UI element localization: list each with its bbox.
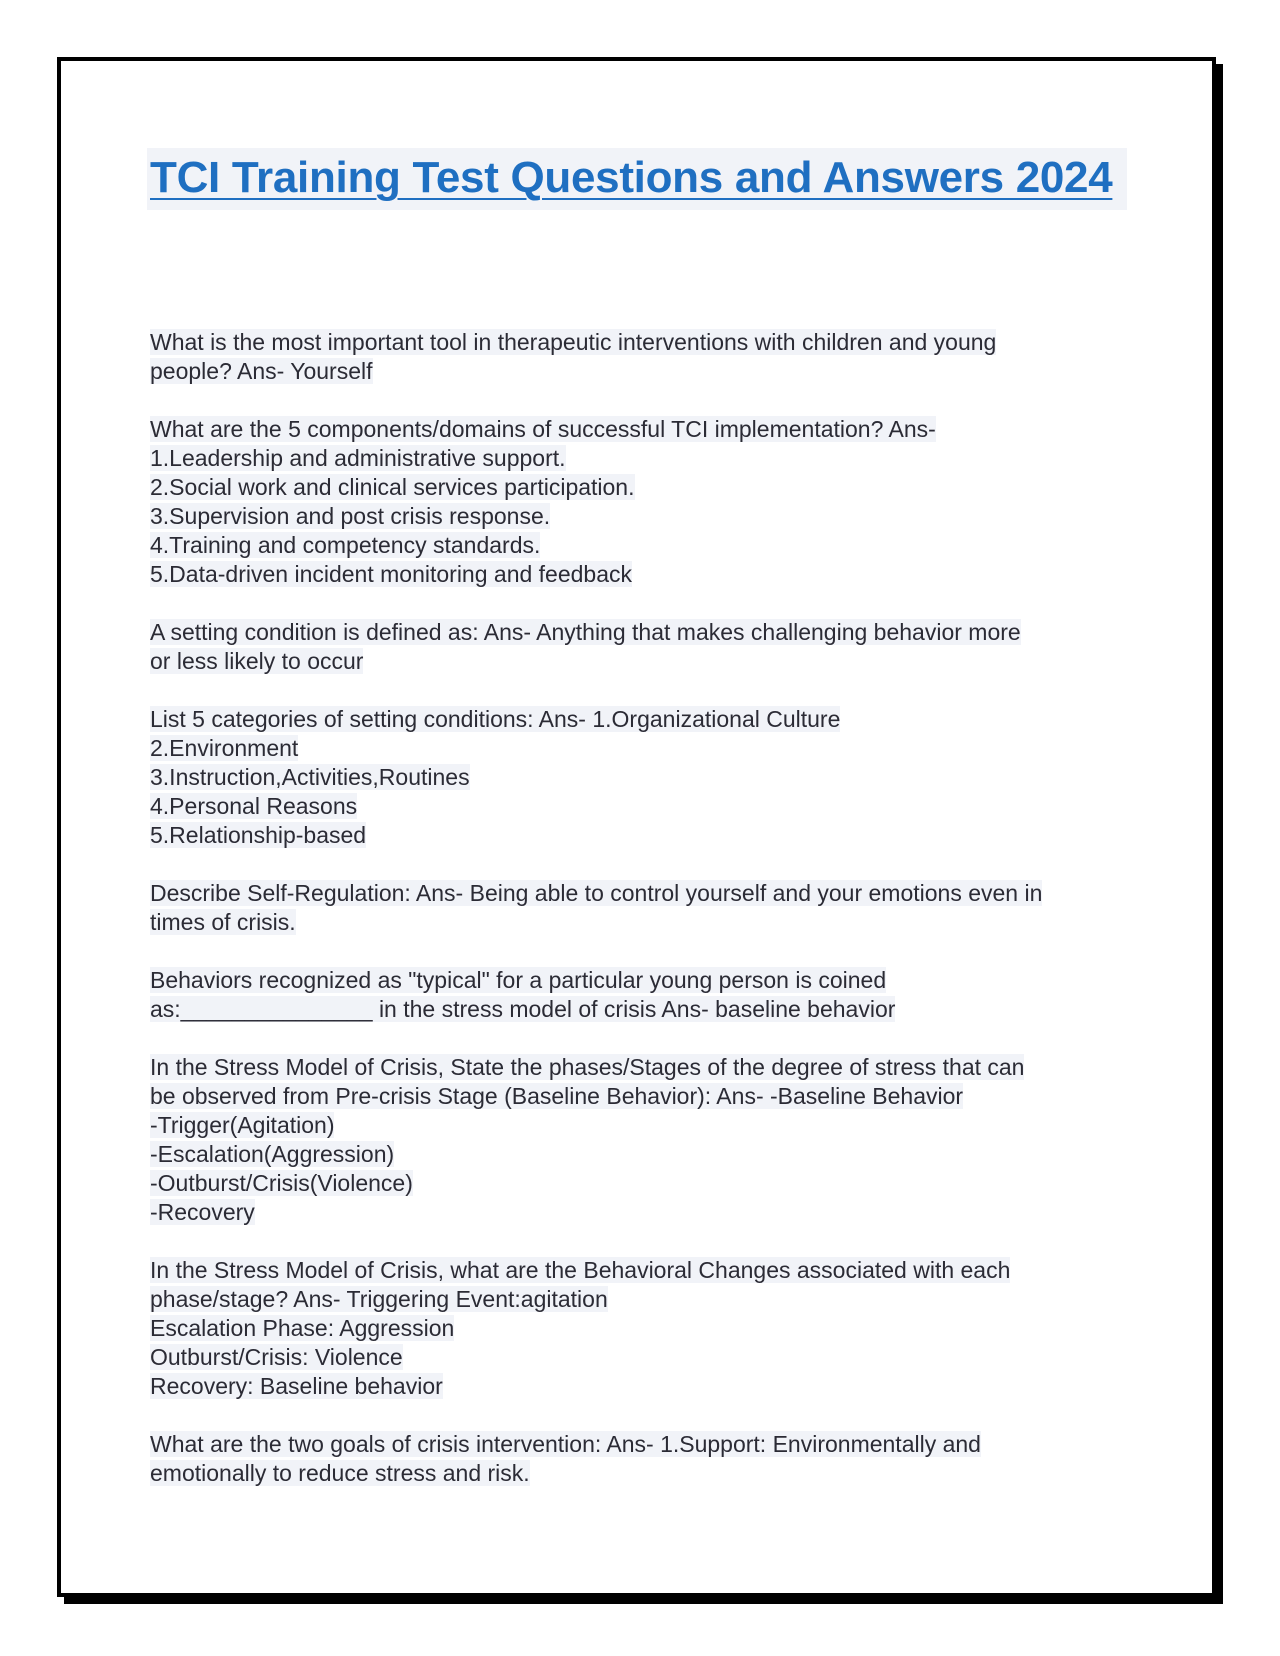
text-line: 3.Supervision and post crisis response. [150,503,551,529]
qa-content [150,328,1130,1517]
qa-block [150,618,1130,676]
document-title: TCI Training Test Questions and Answers 2024 [150,153,1113,202]
qa-block [150,705,1130,850]
text-line: 2.Social work and clinical services participation. [150,474,635,500]
text-line: -Outburst/Crisis(Violence) [150,1170,413,1196]
text-line: In the Stress Model of Crisis, what are the Behavioral Changes associated with each [150,1257,1011,1283]
qa-block [150,328,1130,386]
text-line: 5.Relationship-based [150,822,367,848]
text-line: 5.Data-driven incident monitoring and feedback [150,561,633,587]
text-line: 1.Leadership and administrative support. [150,445,566,471]
text-line: times of crisis. [150,909,296,935]
text-line: as:_______________ in the stress model of crisis Ans- baseline behavior [150,996,896,1022]
text-line: 4.Personal Reasons [150,793,358,819]
qa-block [150,879,1130,937]
text-line: -Trigger(Agitation) [150,1112,335,1138]
text-line: people? Ans- Yourself [150,358,373,384]
text-line: -Recovery [150,1199,255,1225]
text-line: 2.Environment [150,735,299,761]
text-line: Escalation Phase: Aggression [150,1315,455,1341]
text-line: What are the 5 components/domains of successful TCI implementation? Ans- [150,416,936,442]
text-line: Describe Self-Regulation: Ans- Being able to control yourself and your emotions even in [150,880,1043,906]
text-line: List 5 categories of setting conditions: Ans- 1.Organizational Culture [150,706,841,732]
qa-block [150,1430,1130,1488]
text-line: 4.Training and competency standards. [150,532,541,558]
text-line: Behaviors recognized as "typical" for a particular young person is coined [150,967,887,993]
text-line: emotionally to reduce stress and risk. [150,1460,530,1486]
text-line: or less likely to occur [150,648,364,674]
qa-block [150,415,1130,589]
text-line: Recovery: Baseline behavior [150,1373,443,1399]
qa-block [150,1053,1130,1227]
text-line: -Escalation(Aggression) [150,1141,395,1167]
text-line: Outburst/Crisis: Violence [150,1344,403,1370]
text-line: phase/stage? Ans- Triggering Event:agitation [150,1286,608,1312]
text-line: In the Stress Model of Crisis, State the phases/Stages of the degree of stress that can [150,1054,1025,1080]
text-line: 3.Instruction,Activities,Routines [150,764,470,790]
text-line: What is the most important tool in therapeutic interventions with children and young [150,329,997,355]
qa-block [150,1256,1130,1401]
text-line: What are the two goals of crisis intervention: Ans- 1.Support: Environmentally and [150,1431,981,1457]
text-line: A setting condition is defined as: Ans- Anything that makes challenging behavior more [150,619,1021,645]
text-line: be observed from Pre-crisis Stage (Baseline Behavior): Ans- -Baseline Behavior [150,1083,964,1109]
qa-block [150,966,1130,1024]
